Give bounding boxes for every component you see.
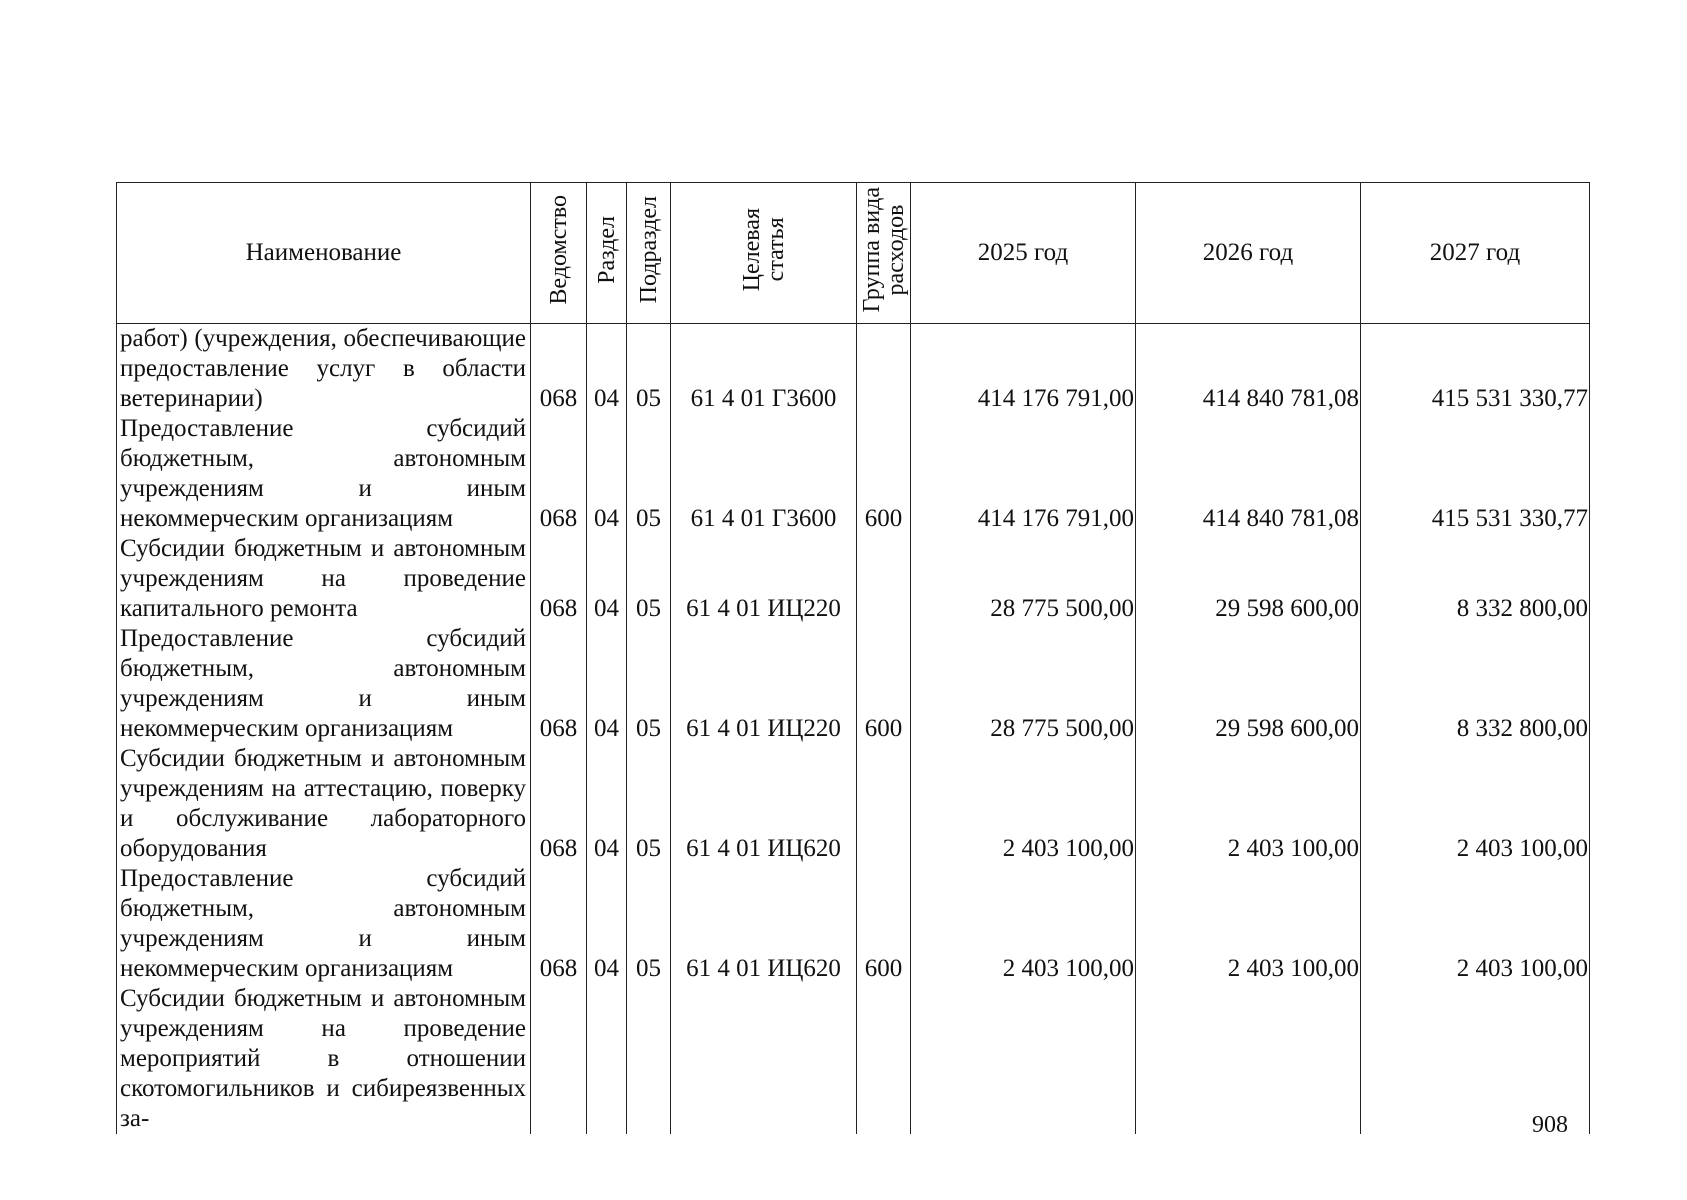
row-gruppa: 600 [857, 624, 911, 744]
row-name: Предоставление субсидий бюджетным, автономным учреждениям и иным некоммерческим организациям [117, 864, 531, 984]
row-amount-2025: 2 403 100,00 [911, 864, 1136, 984]
table-row [117, 864, 1590, 984]
row-celevaya-statya: 61 4 01 ИЦ220 [671, 624, 857, 744]
row-celevaya-statya: 61 4 01 ИЦ620 [671, 864, 857, 984]
row-celevaya-statya: 61 4 01 ИЦ620 [671, 744, 857, 864]
row-razdel: 04 [587, 324, 627, 415]
row-amount-2026: 2 403 100,00 [1136, 864, 1361, 984]
row-amount-2025: 414 176 791,00 [911, 324, 1136, 415]
row-podrazdel [627, 984, 671, 1134]
row-name: Субсидии бюджетным и автономным учреждениям на аттестацию, поверку и обслуживание лабораторного оборудования [117, 744, 531, 864]
row-amount-2026: 414 840 781,08 [1136, 414, 1361, 534]
row-podrazdel: 05 [627, 864, 671, 984]
table-row [117, 984, 1590, 1134]
row-amount-2026: 2 403 100,00 [1136, 744, 1361, 864]
row-razdel: 04 [587, 624, 627, 744]
budget-table [116, 182, 1590, 1134]
table-row [117, 324, 1590, 415]
row-razdel [587, 984, 627, 1134]
header-year-2026: 2026 год [1136, 183, 1361, 324]
table-body [117, 324, 1590, 1135]
header-razdel: Раздел [587, 183, 627, 324]
row-amount-2027: 2 403 100,00 [1361, 864, 1590, 984]
row-amount-2027: 415 531 330,77 [1361, 324, 1590, 415]
row-vedomstvo: 068 [531, 744, 587, 864]
row-gruppa: 600 [857, 864, 911, 984]
row-amount-2027: 2 403 100,00 [1361, 744, 1590, 864]
row-podrazdel: 05 [627, 324, 671, 415]
page-number: 908 [1532, 1112, 1568, 1138]
row-razdel: 04 [587, 744, 627, 864]
header-podrazdel: Подраздел [627, 183, 671, 324]
table-row [117, 534, 1590, 624]
header-year-2025: 2025 год [911, 183, 1136, 324]
table-row [117, 414, 1590, 534]
row-vedomstvo: 068 [531, 324, 587, 415]
row-vedomstvo: 068 [531, 624, 587, 744]
row-gruppa [857, 324, 911, 415]
row-name: работ) (учреждения, обеспечивающие предоставление услуг в области ветеринарии) [117, 324, 531, 415]
row-gruppa [857, 534, 911, 624]
row-razdel: 04 [587, 414, 627, 534]
row-vedomstvo: 068 [531, 534, 587, 624]
row-amount-2026 [1136, 984, 1361, 1134]
table-row [117, 744, 1590, 864]
row-podrazdel: 05 [627, 624, 671, 744]
table-header [117, 183, 1590, 324]
row-name: Субсидии бюджетным и автономным учреждениям на проведение мероприятий в отношении скотомогильников и сибиреязвенных за- [117, 984, 531, 1134]
row-amount-2025: 2 403 100,00 [911, 744, 1136, 864]
row-name: Предоставление субсидий бюджетным, автономным учреждениям и иным некоммерческим организациям [117, 624, 531, 744]
row-amount-2026: 29 598 600,00 [1136, 534, 1361, 624]
row-gruppa [857, 744, 911, 864]
header-name: Наименование [117, 183, 531, 324]
row-vedomstvo: 068 [531, 864, 587, 984]
row-celevaya-statya: 61 4 01 Г3600 [671, 324, 857, 415]
row-gruppa: 600 [857, 414, 911, 534]
row-amount-2025 [911, 984, 1136, 1134]
row-razdel: 04 [587, 534, 627, 624]
row-podrazdel: 05 [627, 414, 671, 534]
row-amount-2026: 29 598 600,00 [1136, 624, 1361, 744]
row-podrazdel: 05 [627, 744, 671, 864]
header-gruppa-vida-rashodov: Группа вида расходов [857, 183, 911, 324]
header-vedomstvo: Ведомство [531, 183, 587, 324]
row-amount-2026: 414 840 781,08 [1136, 324, 1361, 415]
row-amount-2027: 415 531 330,77 [1361, 414, 1590, 534]
row-celevaya-statya [671, 984, 857, 1134]
row-amount-2025: 28 775 500,00 [911, 534, 1136, 624]
row-celevaya-statya: 61 4 01 ИЦ220 [671, 534, 857, 624]
row-gruppa [857, 984, 911, 1134]
row-amount-2025: 414 176 791,00 [911, 414, 1136, 534]
row-vedomstvo: 068 [531, 414, 587, 534]
table-row [117, 624, 1590, 744]
header-celevaya-statya: Целевая статья [671, 183, 857, 324]
row-name: Предоставление субсидий бюджетным, автономным учреждениям и иным некоммерческим организациям [117, 414, 531, 534]
row-name: Субсидии бюджетным и автономным учреждениям на проведение капитального ремонта [117, 534, 531, 624]
row-amount-2027: 8 332 800,00 [1361, 534, 1590, 624]
row-amount-2027: 8 332 800,00 [1361, 624, 1590, 744]
header-year-2027: 2027 год [1361, 183, 1590, 324]
row-amount-2025: 28 775 500,00 [911, 624, 1136, 744]
row-celevaya-statya: 61 4 01 Г3600 [671, 414, 857, 534]
row-podrazdel: 05 [627, 534, 671, 624]
row-razdel: 04 [587, 864, 627, 984]
row-vedomstvo [531, 984, 587, 1134]
